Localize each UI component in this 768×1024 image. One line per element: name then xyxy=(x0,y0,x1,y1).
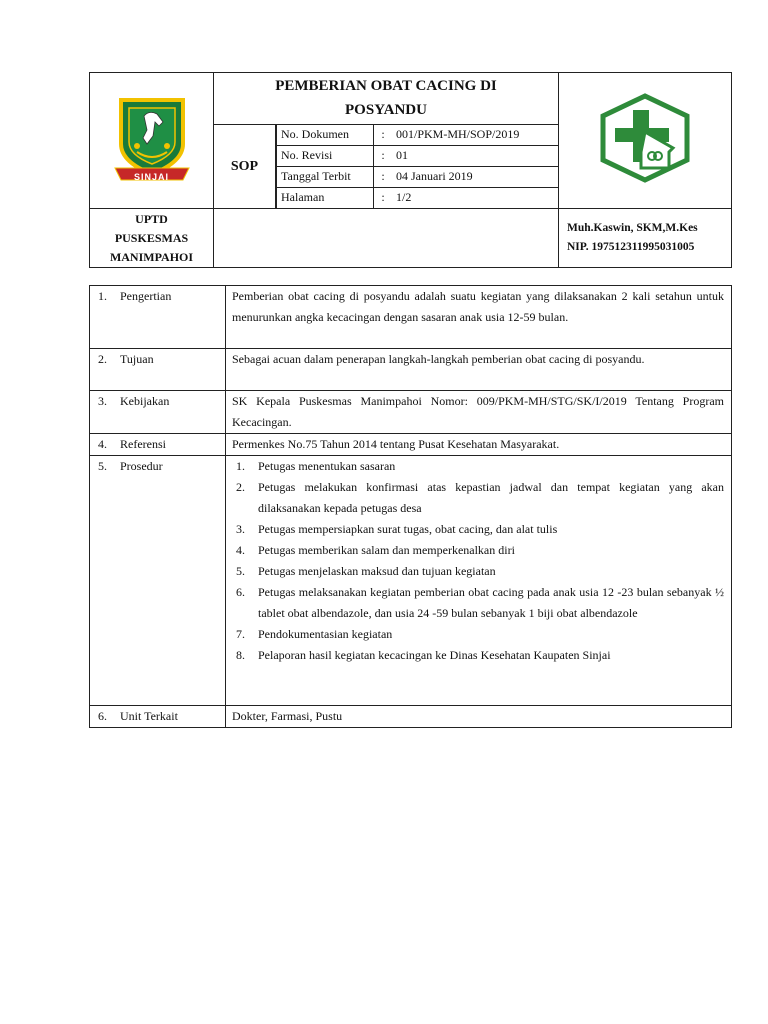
meta-table xyxy=(276,125,558,208)
puskesmas-logo-icon xyxy=(595,92,695,184)
sop-content-table xyxy=(89,285,732,728)
puskesmas-logo-cell xyxy=(559,73,732,209)
meta-row-page: Halaman : 1/2 xyxy=(277,187,559,208)
section-label: Unit Terkait xyxy=(120,709,178,723)
district-logo-cell xyxy=(90,73,214,209)
signer-block xyxy=(559,209,732,268)
section-row-tujuan: 2. Tujuan Sebagai acuan dalam penerapan langkah-langkah pemberian obat cacing di posyandu. xyxy=(90,349,732,391)
signer-nip: NIP. 197512311995031005 xyxy=(567,241,695,253)
meta-block xyxy=(214,125,558,208)
section-text: Pemberian obat cacing di posyandu adalah suatu kegiatan yang dilaksanakan 2 kali setahun untuk menurunkan angka kecacingan dengan sasaran anak usia 12-59 bulan. xyxy=(226,286,732,349)
section-row-prosedur: 5. Prosedur 1. Petugas menentukan sasaran 2. Petugas melakukan konfirmasi atas kepastian jadwal dan tempat kegiatan yang akan dilaksanakan kepada petugas desa 3. Petugas mempersiapkan surat tugas, obat cacing, dan alat tulis 4. Petugas memberikan salam dan memperkenalkan diri 5. Petugas menjelaskan maksud dan tujuan kegiatan 6. Petugas melaksanakan kegiatan pemberian obat cacing pada anak usia 12 -23 bulan sebanyak ½ tablet obat albendazole, dan usia 24 -59 bulan sebanyak 1 biji obat albendazole 7. Pendokumentasian kegiatan 8. Pelaporan hasil kegiatan kecacingan ke Dinas Kesehatan Kaupaten Sinjai xyxy=(90,456,732,706)
empty-middle-cell xyxy=(214,209,559,268)
section-row-unit-terkait: 6. Unit Terkait Dokter, Farmasi, Pustu xyxy=(90,706,732,728)
procedure-step: 6. Petugas melaksanakan kegiatan pemberian obat cacing pada anak usia 12 -23 bulan sebanyak ½ tablet obat albendazole, dan usia 24 -59 bulan sebanyak 1 biji obat albendazole xyxy=(236,585,724,620)
signer-name: Muh.Kaswin, SKM,M.Kes xyxy=(567,222,698,234)
section-text: Sebagai acuan dalam penerapan langkah-langkah pemberian obat cacing di posyandu. xyxy=(226,349,732,391)
section-text: Permenkes No.75 Tahun 2014 tentang Pusat Kesehatan Masyarakat. xyxy=(226,434,732,456)
procedure-step: 4. Petugas memberikan salam dan memperkenalkan diri xyxy=(236,543,515,557)
document-title: PEMBERIAN OBAT CACING DI POSYANDU xyxy=(214,73,558,125)
section-text: SK Kepala Puskesmas Manimpahoi Nomor: 009/PKM-MH/STG/SK/I/2019 Tentang Program Kecacingan. xyxy=(226,391,732,434)
section-label: Pengertian xyxy=(120,289,172,303)
section-row-pengertian: 1. Pengertian Pemberian obat cacing di posyandu adalah suatu kegiatan yang dilaksanakan 2 kali setahun untuk menurunkan angka kecacingan dengan sasaran anak usia 12-59 bulan. xyxy=(90,286,732,349)
section-row-kebijakan: 3. Kebijakan SK Kepala Puskesmas Manimpahoi Nomor: 009/PKM-MH/STG/SK/I/2019 Tentang Program Kecacingan. xyxy=(90,391,732,434)
procedure-step: 3. Petugas mempersiapkan surat tugas, obat cacing, dan alat tulis xyxy=(236,522,558,536)
procedure-step: 2. Petugas melakukan konfirmasi atas kepastian jadwal dan tempat kegiatan yang akan dilaksanakan kepada petugas desa xyxy=(236,480,724,515)
section-label: Referensi xyxy=(120,437,166,451)
sop-header-table xyxy=(89,72,732,268)
section-label: Tujuan xyxy=(120,352,154,366)
organization-name: UPTD PUSKESMAS MANIMPAHOI xyxy=(90,209,214,268)
section-row-referensi: 4. Referensi Permenkes No.75 Tahun 2014 tentang Pusat Kesehatan Masyarakat. xyxy=(90,434,732,456)
procedure-step: 1. Petugas menentukan sasaran xyxy=(236,459,396,473)
section-label: Kebijakan xyxy=(120,394,170,408)
procedure-step: 8. Pelaporan hasil kegiatan kecacingan ke Dinas Kesehatan Kaupaten Sinjai xyxy=(236,648,611,662)
sop-label: SOP xyxy=(214,125,276,208)
section-label: Prosedur xyxy=(120,459,163,473)
section-text: Dokter, Farmasi, Pustu xyxy=(226,706,732,728)
meta-row-date: Tanggal Terbit : 04 Januari 2019 xyxy=(277,166,559,187)
procedure-step: 5. Petugas menjelaskan maksud dan tujuan kegiatan xyxy=(236,564,496,578)
meta-row-revision: No. Revisi : 01 xyxy=(277,145,559,166)
procedure-step: 7. Pendokumentasian kegiatan xyxy=(236,627,393,641)
meta-row-document: No. Dokumen : 001/PKM-MH/SOP/2019 xyxy=(277,125,559,145)
sinjai-emblem-icon xyxy=(111,92,193,184)
procedure-list xyxy=(232,456,724,666)
title-block xyxy=(214,73,559,209)
